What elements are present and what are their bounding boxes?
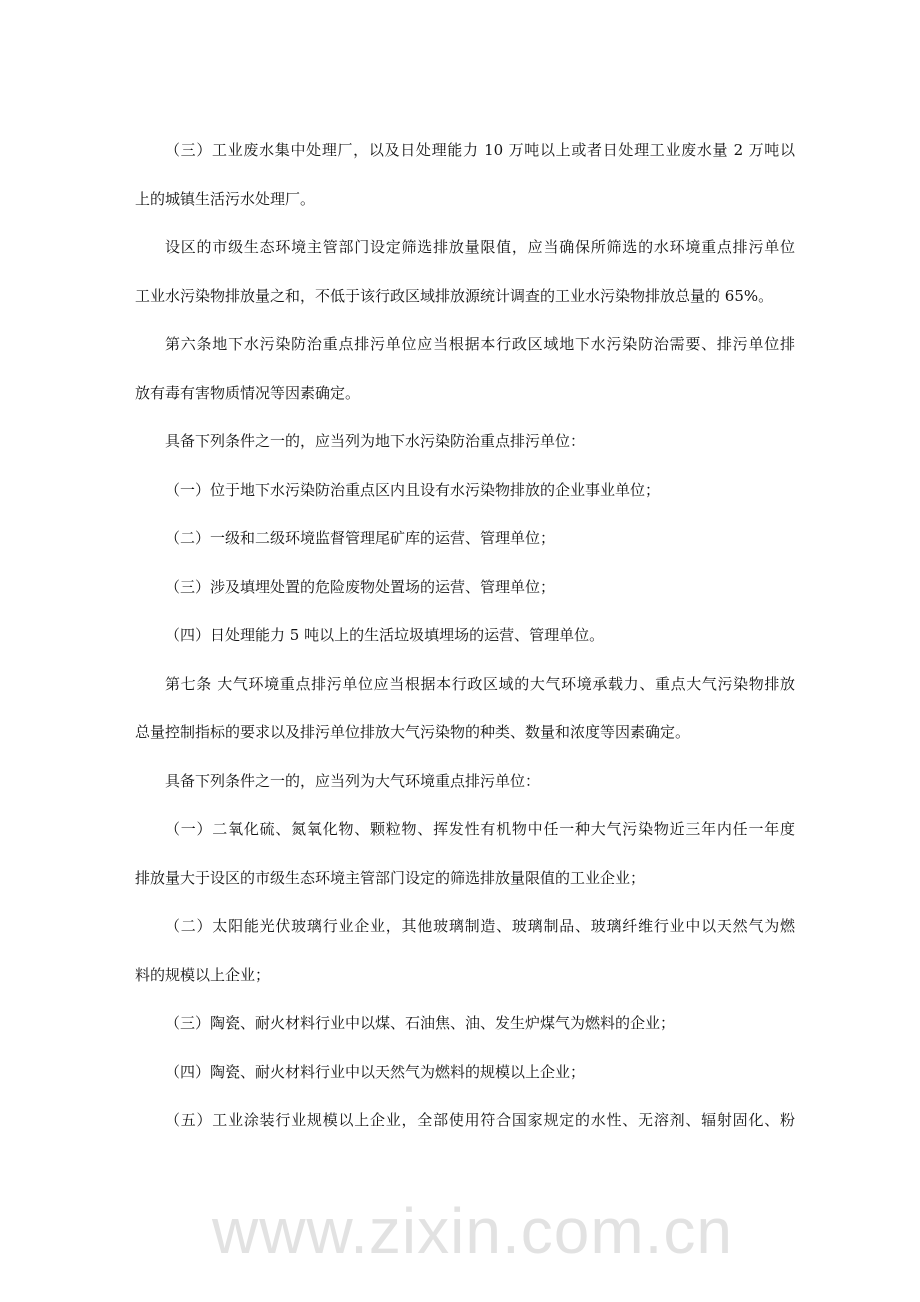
paragraph-line: 上的城镇生活污水处理厂。 [135,189,316,208]
paragraph [135,514,795,563]
paragraph-line: （五）工业涂装行业规模以上企业，全部使用符合国家规定的水性、无溶剂、辐射固化、粉 [165,1111,795,1129]
paragraph-line: 工业水污染物排放量之和，不低于该行政区域排放源统计调查的工业水污染物排放总量的 65%。 [135,286,774,305]
paragraph-line: （二）一级和二级环境监督管理尾矿库的运营、管理单位； [165,529,556,547]
paragraph [135,320,795,417]
paragraph-line: （三）陶瓷、耐火材料行业中以煤、石油焦、油、发生炉煤气为燃料的企业； [165,1014,676,1032]
paragraph [135,223,795,320]
paragraph-line: 具备下列条件之一的，应当列为大气环境重点排污单位： [165,771,541,790]
paragraph-line: 具备下列条件之一的，应当列为地下水污染防治重点排污单位： [165,432,586,450]
paragraph [135,1048,795,1097]
paragraph-line: 第七条 大气环境重点排污单位应当根据本行政区域的大气环境承载力、重点大气污染物排放 [165,674,795,693]
paragraph-line: （三）涉及填埋处置的危险废物处置场的运营、管理单位； [165,577,556,596]
paragraph [135,757,795,806]
watermark: www.zixin.com.cn [212,1195,733,1267]
paragraph [135,611,795,660]
paragraph-line: （四）陶瓷、耐火材料行业中以天然气为燃料的规模以上企业； [165,1062,586,1081]
paragraph [135,660,795,757]
paragraph-line: （一）位于地下水污染防治重点区内且设有水污染物排放的企业事业单位； [165,480,661,499]
paragraph-line: （三）工业废水集中处理厂，以及日处理能力 10 万吨以上或者日处理工业废水量 2 万吨以 [165,141,795,159]
paragraph-line: （一）二氧化硫、氮氧化物、颗粒物、挥发性有机物中任一种大气污染物近三年内任一年度 [165,820,795,838]
paragraph [135,417,795,466]
paragraph-line: 第六条地下水污染防治重点排污单位应当根据本行政区域地下水污染防治需要、排污单位排 [165,335,795,353]
paragraph [135,126,795,223]
paragraph [135,902,795,999]
paragraph-line: 排放量大于设区的市级生态环境主管部门设定的筛选排放量限值的工业企业； [135,868,646,887]
paragraph-line: 设区的市级生态环境主管部门设定筛选排放量限值，应当确保所筛选的水环境重点排污单位 [165,238,795,256]
paragraph-line: （四）日处理能力 5 吨以上的生活垃圾填埋场的运营、管理单位。 [165,626,605,644]
paragraph-line: （二）太阳能光伏玻璃行业企业，其他玻璃制造、玻璃制品、玻璃纤维行业中以天然气为燃 [165,917,795,935]
paragraph [135,1096,795,1145]
paragraph [135,805,795,902]
document-page [135,126,795,1145]
paragraph [135,466,795,515]
paragraph [135,563,795,612]
paragraph-line: 总量控制指标的要求以及排污单位排放大气污染物的种类、数量和浓度等因素确定。 [135,723,691,741]
paragraph-line: 放有毒有害物质情况等因素确定。 [135,383,361,402]
paragraph-line: 料的规模以上企业； [135,965,271,984]
paragraph [135,999,795,1048]
